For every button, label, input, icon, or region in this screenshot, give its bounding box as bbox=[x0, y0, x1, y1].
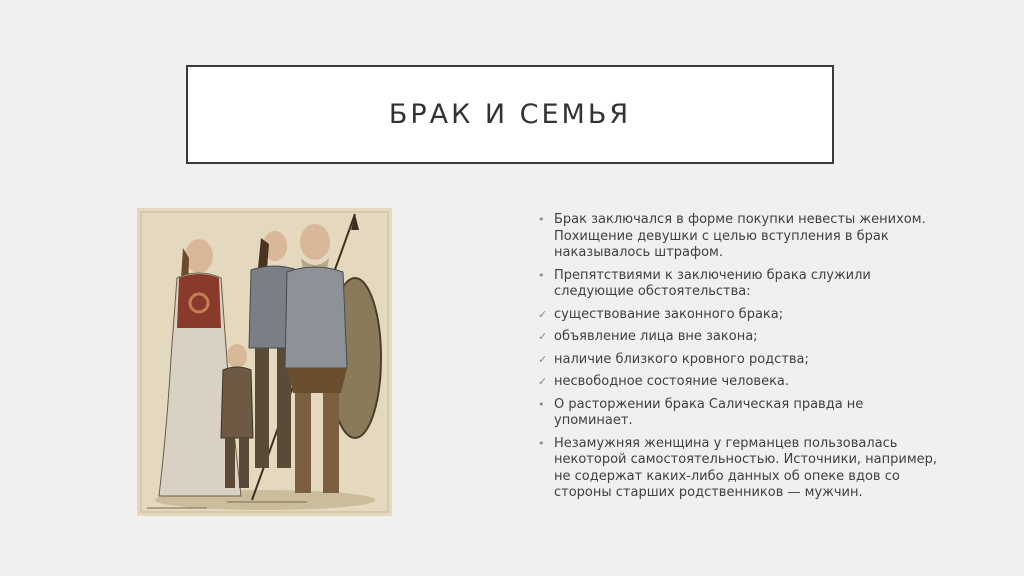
bullet-text: несвободное состояние человека. bbox=[554, 374, 790, 389]
checkmark-icon: ✓ bbox=[538, 330, 548, 343]
bullet-text: наличие близкого кровного родства; bbox=[554, 351, 809, 367]
bullet-text: О расторжении брака Салическая правда не упоминает. bbox=[554, 396, 864, 428]
checkmark-icon: ✓ bbox=[538, 375, 548, 388]
bullet-dot-icon: • bbox=[538, 268, 545, 282]
bullet-dot-icon: • bbox=[538, 213, 545, 226]
germanic-family-illustration bbox=[137, 208, 392, 516]
bullet-list bbox=[538, 212, 942, 502]
bullet-text: Брак заключался в форме покупки невесты женихом. Похищение девушки с целью вступления в брак наказывалось штрафом. bbox=[554, 212, 926, 260]
bullet-text: существование законного брака; bbox=[554, 306, 784, 322]
checkmark-icon: ✓ bbox=[538, 307, 548, 321]
slide-title: БРАК И СЕМЬЯ bbox=[388, 99, 632, 130]
list-item bbox=[538, 352, 942, 369]
list-item bbox=[538, 307, 942, 324]
list-item bbox=[538, 397, 942, 430]
list-item bbox=[538, 212, 942, 262]
list-item bbox=[538, 329, 942, 346]
bullet-text: Препятствиями к заключению брака служили следующие обстоятельства: bbox=[554, 267, 871, 299]
bullet-list-container bbox=[538, 212, 942, 508]
list-item bbox=[538, 374, 942, 391]
list-item bbox=[538, 436, 942, 502]
title-box bbox=[186, 65, 834, 164]
checkmark-icon: ✓ bbox=[538, 352, 548, 366]
list-item bbox=[538, 268, 942, 301]
bullet-text: Незамужняя женщина у германцев пользовалась некоторой самостоятельностью. Источники, например, не содержат каких-либо данных об опеке вдов со стороны старших родственников — мужчин. bbox=[554, 435, 938, 500]
bullet-text: объявление лица вне закона; bbox=[554, 329, 758, 344]
bullet-dot-icon: • bbox=[538, 436, 545, 450]
bullet-dot-icon: • bbox=[538, 397, 545, 411]
